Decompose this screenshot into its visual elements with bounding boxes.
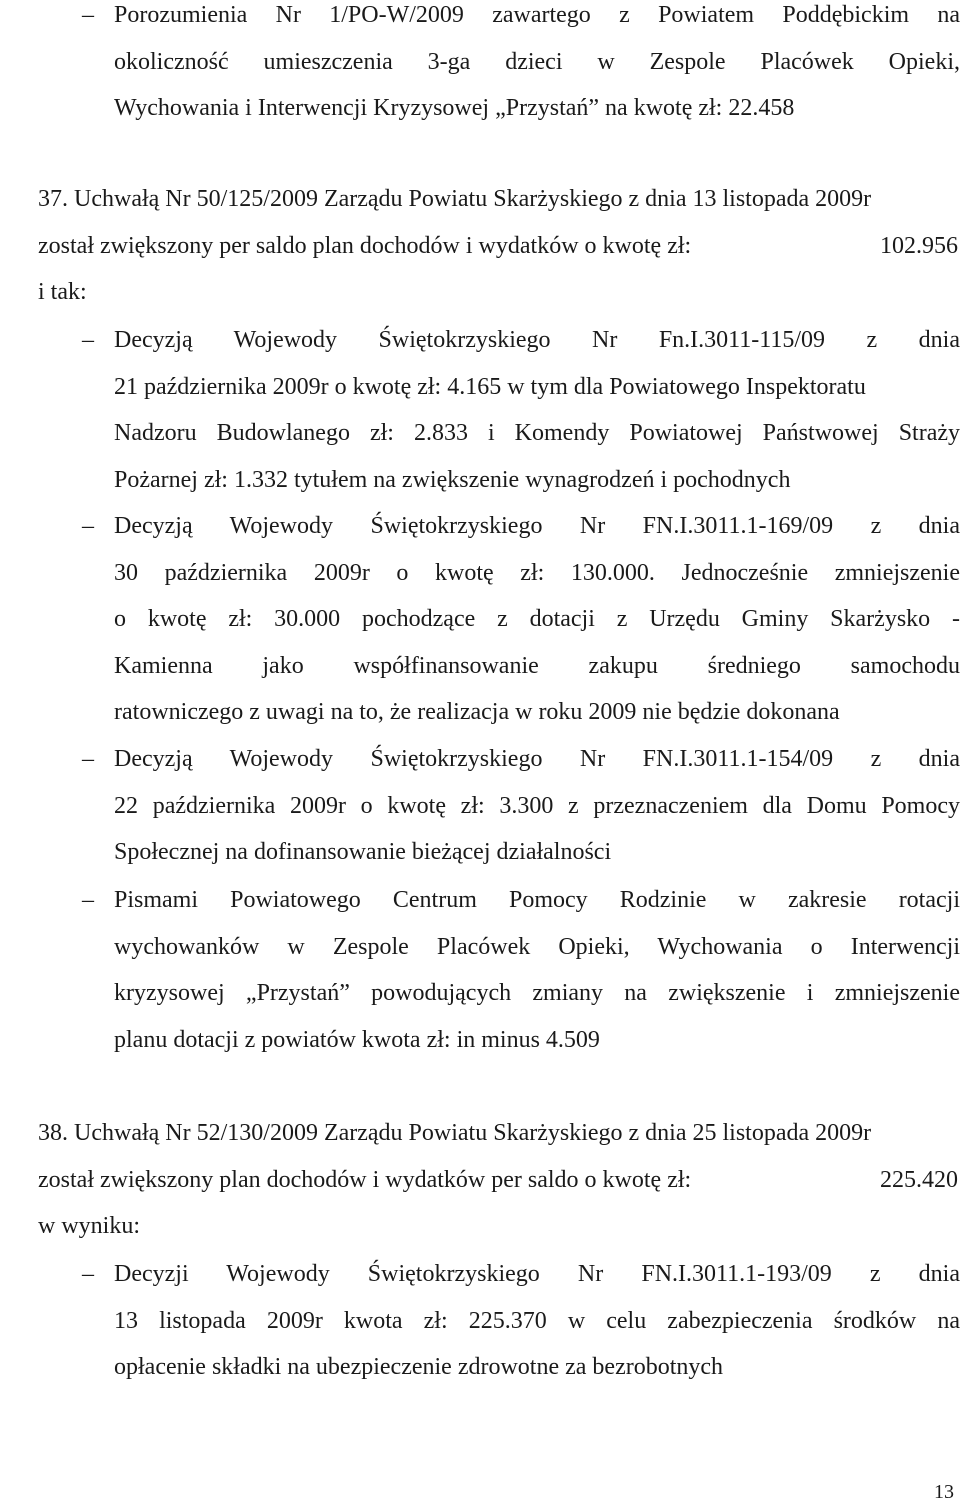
page-number: 13 [934,1481,954,1503]
bullet-text [114,877,960,1063]
item-38-header [38,1110,960,1250]
bullet-dash: – [82,887,94,913]
text-line: Społecznej na dofinansowanie bieżącej działalności [114,839,612,865]
text-line: 22 października 2009r o kwotę zł: 3.300 z przeznaczeniem dla Domu Pomocy [114,792,960,819]
item-37-amount: 102.956 [880,232,958,259]
bullet-text [114,1251,960,1391]
bullet-dash: – [82,2,94,28]
bullet-text [114,736,960,876]
text-line: Porozumienia Nr 1/PO-W/2009 zawartego z Powiatem Poddębickim na [114,2,960,28]
text-line: Decyzją Wojewody Świętokrzyskiego Nr Fn.I.3011-115/09 z dnia [114,327,960,353]
item-37-header [38,176,960,316]
item-37-line-3: i tak: [38,279,87,305]
text-line: Pożarnej zł: 1.332 tytułem na zwiększenie wynagrodzeń i pochodnych [114,466,791,493]
text-line: Decyzją Wojewody Świętokrzyskiego Nr FN.I.3011.1-154/09 z dnia [114,746,960,772]
text-line: Decyzji Wojewody Świętokrzyskiego Nr FN.I.3011.1-193/09 z dnia [114,1261,960,1287]
item-37-line-2 [38,223,960,270]
bullet-text [114,0,960,132]
text-line: ratowniczego z uwagi na to, że realizacja w roku 2009 nie będzie dokonana [114,699,840,725]
bullet-dash: – [82,1261,94,1287]
text-line: Nadzoru Budowlanego zł: 2.833 i Komendy Powiatowej Państwowej Straży [114,420,960,446]
item-37-line-2-text: został zwiększony per saldo plan dochodów i wydatków o kwotę zł: [38,232,692,259]
bullet-dash: – [82,327,94,353]
text-line: opłacenie składki na ubezpieczenie zdrowotne za bezrobotnych [114,1354,724,1380]
text-line: 13 listopada 2009r kwota zł: 225.370 w celu zabezpieczenia środków na [114,1307,960,1334]
bullet-text [114,317,960,503]
bullet-text [114,503,960,736]
bullet-dash: – [82,746,94,772]
text-line: Wychowania i Interwencji Kryzysowej „Przystań” na kwotę zł: 22.458 [114,95,795,121]
text-line: wychowanków w Zespole Placówek Opieki, Wychowania o Interwencji [114,933,960,960]
text-line: Kamienna jako współfinansowanie zakupu średniego samochodu [114,652,960,679]
text-line: kryzysowej „Przystań” powodujących zmiany na zwiększenie i zmniejszenie [114,980,960,1006]
item-38-line-3: w wyniku: [38,1213,140,1239]
item-38-line-2-text: został zwiększony plan dochodów i wydatków per saldo o kwotę zł: [38,1166,692,1193]
text-line: okoliczność umieszczenia 3-ga dzieci w Zespole Placówek Opieki, [114,48,960,75]
text-line: planu dotacji z powiatów kwota zł: in minus 4.509 [114,1026,600,1053]
item-38-line-1: 38. Uchwałą Nr 52/130/2009 Zarządu Powiatu Skarżyskiego z dnia 25 listopada 2009r [38,1120,872,1146]
text-line: 21 października 2009r o kwotę zł: 4.165 w tym dla Powiatowego Inspektoratu [114,373,866,400]
item-38-amount: 225.420 [880,1166,958,1193]
item-37-line-1: 37. Uchwałą Nr 50/125/2009 Zarządu Powiatu Skarżyskiego z dnia 13 listopada 2009r [38,186,872,212]
text-line: 30 października 2009r o kwotę zł: 130.000. Jednocześnie zmniejszenie [114,559,960,586]
text-line: Decyzją Wojewody Świętokrzyskiego Nr FN.I.3011.1-169/09 z dnia [114,513,960,539]
text-line: Pismami Powiatowego Centrum Pomocy Rodzinie w zakresie rotacji [114,887,960,913]
item-38-line-2 [38,1157,960,1204]
text-line: o kwotę zł: 30.000 pochodzące z dotacji z Urzędu Gminy Skarżysko - [114,606,960,632]
bullet-dash: – [82,513,94,539]
